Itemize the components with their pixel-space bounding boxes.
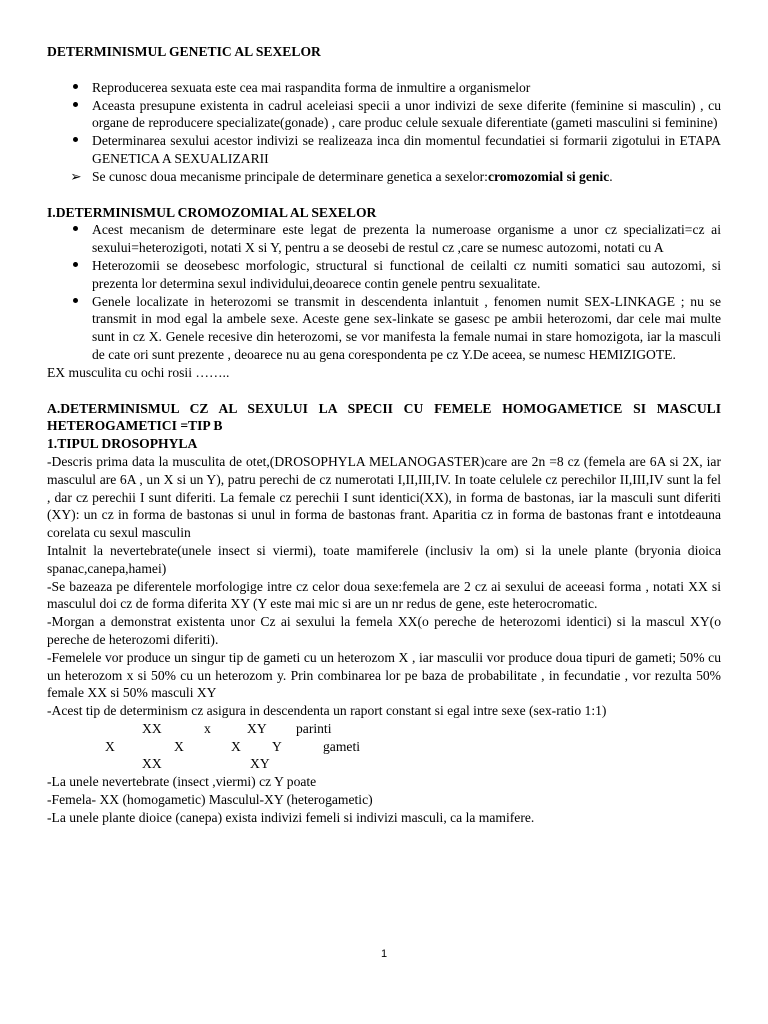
cross-gamete: X <box>231 738 241 754</box>
list-item-text: Heterozomii se deosebesc morfologic, structural si functional de ceilalti cz numiti somatici sau autozomi, si prezenta lor determina sexul individului,deoarece contin genele pentru sexualitate. <box>92 257 721 291</box>
paragraph: -Femela- XX (homogametic) Masculul-XY (heterogametic) <box>47 792 373 808</box>
arrow-bullet-suffix: . <box>609 168 613 184</box>
cross-gamete: Y <box>272 738 282 754</box>
list-item-text: Genele localizate in heterozomi se transmit in descendenta inlantuit , fenomen numit SEX-LINKAGE ; nu se transmit in mod egal la ambele sexe. Aceste gene sex-linkate se gasesc pe ambii heterozomi, dar cele mai multe sunt in cz X. Genele recesive din heterozomi, se vor manifesta la female numai in stare homozigota, iar la masculi de cate ori sunt prezente , deoarece nu au gena corespondenta pe cz Y.De aceea, se numesc HEMIZIGOTE. <box>92 293 721 362</box>
document-title: DETERMINISMUL GENETIC AL SEXELOR <box>47 44 321 59</box>
cross-offspring-female: XX <box>142 756 162 772</box>
cross-symbol: x <box>204 720 211 736</box>
arrow-bullet-icon: ➢ <box>70 168 82 184</box>
cross-row-offspring <box>47 755 721 773</box>
cross-offspring-male: XY <box>250 756 270 772</box>
cross-label-parents: parinti <box>296 720 332 736</box>
section-heading-tip-b: A.DETERMINISMUL CZ AL SEXULUI LA SPECII CU FEMELE HOMOGAMETICE SI MASCULI HETEROGAMETICI =TIP B <box>47 400 721 434</box>
cross-gamete: X <box>105 738 115 754</box>
cross-label-gametes: gameti <box>323 738 360 754</box>
list-item <box>47 221 721 257</box>
cross-male: XY <box>247 720 267 736</box>
cross-row-parents <box>47 720 721 738</box>
paragraph: -La unele nevertebrate (insect ,viermi) cz Y poate <box>47 774 317 790</box>
arrow-bullet-prefix: Se cunosc doua mecanisme principale de determinare genetica a sexelor: <box>92 168 488 184</box>
list-item <box>47 293 721 364</box>
example-line: EX musculita cu ochi rosii …….. <box>47 364 230 380</box>
paragraph: -Femelele vor produce un singur tip de gameti cu un heterozom X , iar masculii vor produce doua tipuri de gameti; 50% cu un heterozom x si 50% cu un heterozom y. Prin combinarea lor pe baza de probabilitate , in fecundatie , vor rezulta 50% female XX si 50% masculi XY <box>47 649 721 701</box>
list-item <box>47 132 721 168</box>
section1-bullet-list <box>47 221 721 363</box>
list-item <box>47 97 721 133</box>
section-heading-cromozomial: I.DETERMINISMUL CROMOZOMIAL AL SEXELOR <box>47 204 377 220</box>
document-page <box>47 43 721 827</box>
subheading-drosophyla: 1.TIPUL DROSOPHYLA <box>47 436 198 452</box>
cross-row-gametes <box>47 738 721 756</box>
paragraph: Intalnit la nevertebrate(unele insect si viermi), toate mamiferele (inclusiv la om) si la unele plante (bryonia dioica spanac,canepa,hamei) <box>47 542 721 576</box>
list-item <box>47 257 721 293</box>
cross-female: XX <box>142 720 162 736</box>
cross-gamete: X <box>174 738 184 754</box>
list-item <box>47 79 721 97</box>
list-item-text: Aceasta presupune existenta in cadrul aceleiasi specii a unor indivizi de sexe diferite (feminine si masculin) , cu organe de reproducere specializate(gonade) , care produc celule sexuale diferentiate (gameti masculini si feminine) <box>92 97 721 131</box>
list-item-text: Acest mecanism de determinare este legat de prezenta la numeroase organisme a unor cz specializati=cz ai sexului=heterozigoti, notati X si Y, pentru a se deosebi de restul cz ,care se numesc autozomi, notati cu A <box>92 222 721 256</box>
list-item-text: Reproducerea sexuata este cea mai raspandita forma de inmultire a organismelor <box>92 79 531 95</box>
paragraph: -Se bazeaza pe diferentele morfologige intre cz celor doua sexe:femela are 2 cz ai sexului de aceeasi forma , notati XX si masculul doi cz de forma diferita XY (Y este mai mic si are un nr redus de gene, este heterocromatic. <box>47 578 721 612</box>
paragraph: -Acest tip de determinism cz asigura in descendenta un raport constant si egal intre sexe (sex-ratio 1:1) <box>47 703 607 719</box>
arrow-bullet-bold: cromozomial si genic <box>487 168 610 184</box>
paragraph: -Morgan a demonstrat existenta unor Cz ai sexului la femela XX(o pereche de heterozomi identici) si la mascul XY(o pereche de heterozomi diferiti). <box>47 614 721 647</box>
list-item <box>47 168 721 186</box>
page-number: 1 <box>380 948 388 960</box>
list-item-text: Determinarea sexului acestor indivizi se realizeaza inca din momentul fecundatiei si formarii zigotului in ETAPA GENETICA A SEXUALIZARII <box>92 133 721 166</box>
paragraph: -Descris prima data la musculita de otet,(DROSOPHYLA MELANOGASTER)care are 2n =8 cz (femela are 6A si 2X, iar masculul are 6A , un X si un Y), patru perechi de cz numerotati I,II,III,IV. In toate celulele cz perechilor II,III,IV sunt la fel , dar cz perechii I sunt diferiti. La female cz perechii I sunt identici(XX), in forma de bastonas, iar la masculi sunt diferiti (XY): un cz in forma de bastonas si unul in forma de bastonas frant. Aparitia cz in forma de bastonas frant e intotdeauna corelata cu sexul masculin <box>47 453 721 541</box>
intro-bullet-list <box>47 79 721 186</box>
paragraph: -La unele plante dioice (canepa) exista indivizi femeli si indivizi masculi, ca la mamifere. <box>47 809 535 825</box>
